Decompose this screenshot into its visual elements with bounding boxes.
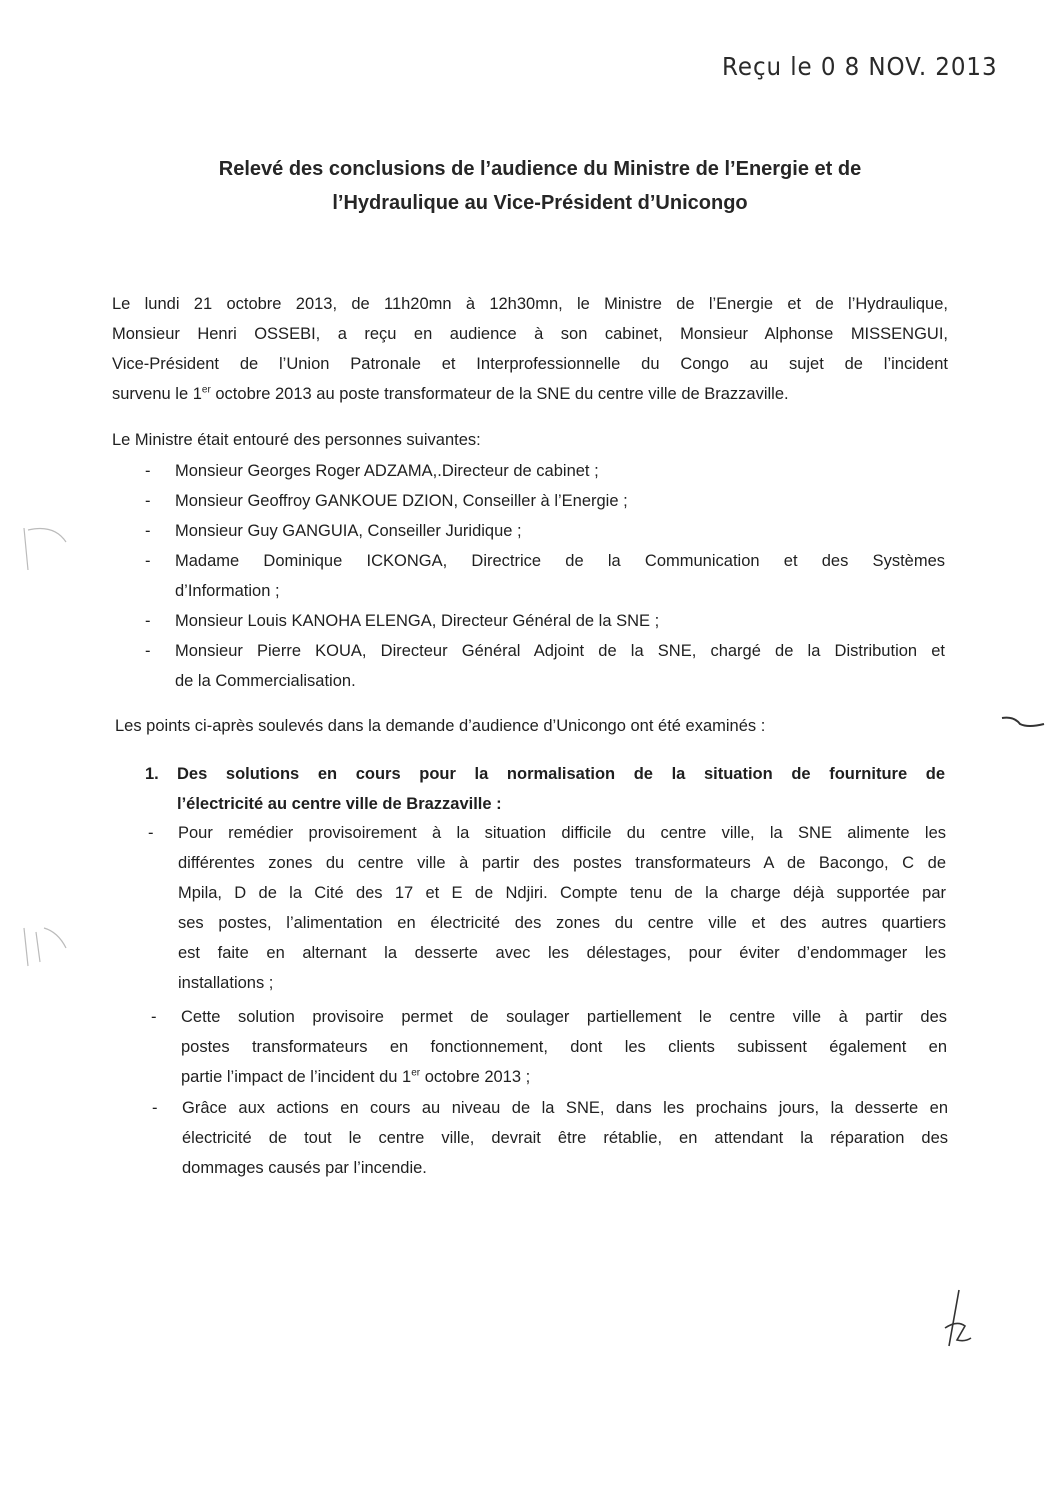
attendees-lead: Le Ministre était entouré des personnes suivantes: bbox=[112, 431, 481, 449]
section-title-line: Des solutions en cours pour la normalisation de la situation de fourniture de bbox=[177, 765, 945, 783]
section-number: 1. bbox=[145, 765, 159, 783]
attendee-item bbox=[145, 636, 945, 696]
dash-marker: - bbox=[152, 1099, 158, 1117]
intro-text: octobre 2013 au poste transformateur de la SNE du centre ville de Brazzaville. bbox=[210, 385, 789, 403]
solution-item bbox=[148, 818, 946, 998]
solution-item bbox=[151, 1002, 947, 1092]
solution-line: différentes zones du centre ville à partir des postes transformateurs A de Bacongo, C de bbox=[178, 854, 946, 872]
dash-marker: - bbox=[145, 552, 151, 570]
intro-line bbox=[112, 379, 948, 409]
attendee-text: d’Information ; bbox=[175, 582, 280, 600]
punch-hole-mark bbox=[14, 918, 74, 978]
intro-line: Le lundi 21 octobre 2013, de 11h20mn à 12h30mn, le Ministre de l’Energie et de l’Hydraulique, bbox=[112, 295, 948, 313]
title-line-1: Relevé des conclusions de l’audience du Ministre de l’Energie et de bbox=[218, 158, 862, 180]
scan-mark bbox=[1000, 712, 1046, 732]
solution-line: ses postes, l’alimentation en électricité des zones du centre ville et des autres quartiers bbox=[178, 914, 946, 932]
intro-line: Monsieur Henri OSSEBI, a reçu en audience à son cabinet, Monsieur Alphonse MISSENGUI, bbox=[112, 325, 948, 343]
dash-marker: - bbox=[145, 462, 151, 480]
attendee-item bbox=[145, 606, 945, 636]
attendee-item bbox=[145, 546, 945, 606]
solution-line: Cette solution provisoire permet de soulager partiellement le centre ville à partir des bbox=[181, 1008, 947, 1026]
section-title-line: l’électricité au centre ville de Brazzaville : bbox=[177, 795, 502, 813]
dash-marker: - bbox=[145, 612, 151, 630]
solution-item bbox=[152, 1093, 948, 1183]
attendee-text: Monsieur Georges Roger ADZAMA,.Directeur de cabinet ; bbox=[175, 462, 599, 480]
solution-line: est faite en alternant la desserte avec les délestages, pour éviter d’endommager les bbox=[178, 944, 946, 962]
attendee-text: Monsieur Guy GANGUIA, Conseiller Juridique ; bbox=[175, 522, 522, 540]
solution-line: Pour remédier provisoirement à la situation difficile du centre ville, la SNE alimente les bbox=[178, 824, 946, 842]
attendee-item bbox=[145, 486, 945, 516]
received-stamp: Reçu le 0 8 NOV. 2013 bbox=[722, 52, 998, 81]
dash-marker: - bbox=[145, 492, 151, 510]
attendee-item bbox=[145, 516, 945, 546]
punch-hole-mark bbox=[14, 520, 74, 580]
solution-text: partie l’impact de l’incident du 1 bbox=[181, 1068, 412, 1086]
title-line-2: l’Hydraulique au Vice-Président d’Unicongo bbox=[332, 192, 748, 214]
ordinal-sup: er bbox=[411, 1067, 421, 1079]
solution-line: postes transformateurs en fonctionnement, dont les clients subissent également en bbox=[181, 1038, 947, 1056]
handwritten-initials bbox=[935, 1288, 975, 1350]
solution-line: électricité de tout le centre ville, devrait être rétablie, en attendant la réparation des bbox=[182, 1129, 948, 1147]
dash-marker: - bbox=[145, 642, 151, 660]
attendee-text: de la Commercialisation. bbox=[175, 672, 356, 690]
solution-line: installations ; bbox=[178, 974, 274, 992]
section-title bbox=[177, 759, 945, 819]
intro-paragraph bbox=[112, 289, 948, 409]
intro-line: Vice-Président de l’Union Patronale et Interprofessionnelle du Congo au sujet de l’incident bbox=[112, 355, 948, 373]
document-title bbox=[110, 152, 970, 220]
dash-marker: - bbox=[148, 824, 154, 842]
intro-text: survenu le 1 bbox=[112, 385, 202, 403]
attendee-text: Madame Dominique ICKONGA, Directrice de la Communication et des Systèmes bbox=[175, 552, 945, 570]
ordinal-sup: er bbox=[201, 384, 211, 396]
solution-line: dommages causés par l’incendie. bbox=[182, 1159, 427, 1177]
attendee-text: Monsieur Pierre KOUA, Directeur Général Adjoint de la SNE, chargé de la Distribution et bbox=[175, 642, 945, 660]
solution-text: octobre 2013 ; bbox=[420, 1068, 531, 1086]
points-lead: Les points ci-après soulevés dans la demande d’audience d’Unicongo ont été examinés : bbox=[115, 717, 766, 735]
attendee-text: Monsieur Geoffroy GANKOUE DZION, Conseiller à l’Energie ; bbox=[175, 492, 628, 510]
solution-line: Mpila, D de la Cité des 17 et E de Ndjiri. Compte tenu de la charge déjà supportée par bbox=[178, 884, 946, 902]
attendee-text: Monsieur Louis KANOHA ELENGA, Directeur Général de la SNE ; bbox=[175, 612, 660, 630]
dash-marker: - bbox=[145, 522, 151, 540]
solution-line bbox=[181, 1062, 947, 1092]
dash-marker: - bbox=[151, 1008, 157, 1026]
attendee-item bbox=[145, 456, 945, 486]
solution-line: Grâce aux actions en cours au niveau de la SNE, dans les prochains jours, la desserte en bbox=[182, 1099, 948, 1117]
